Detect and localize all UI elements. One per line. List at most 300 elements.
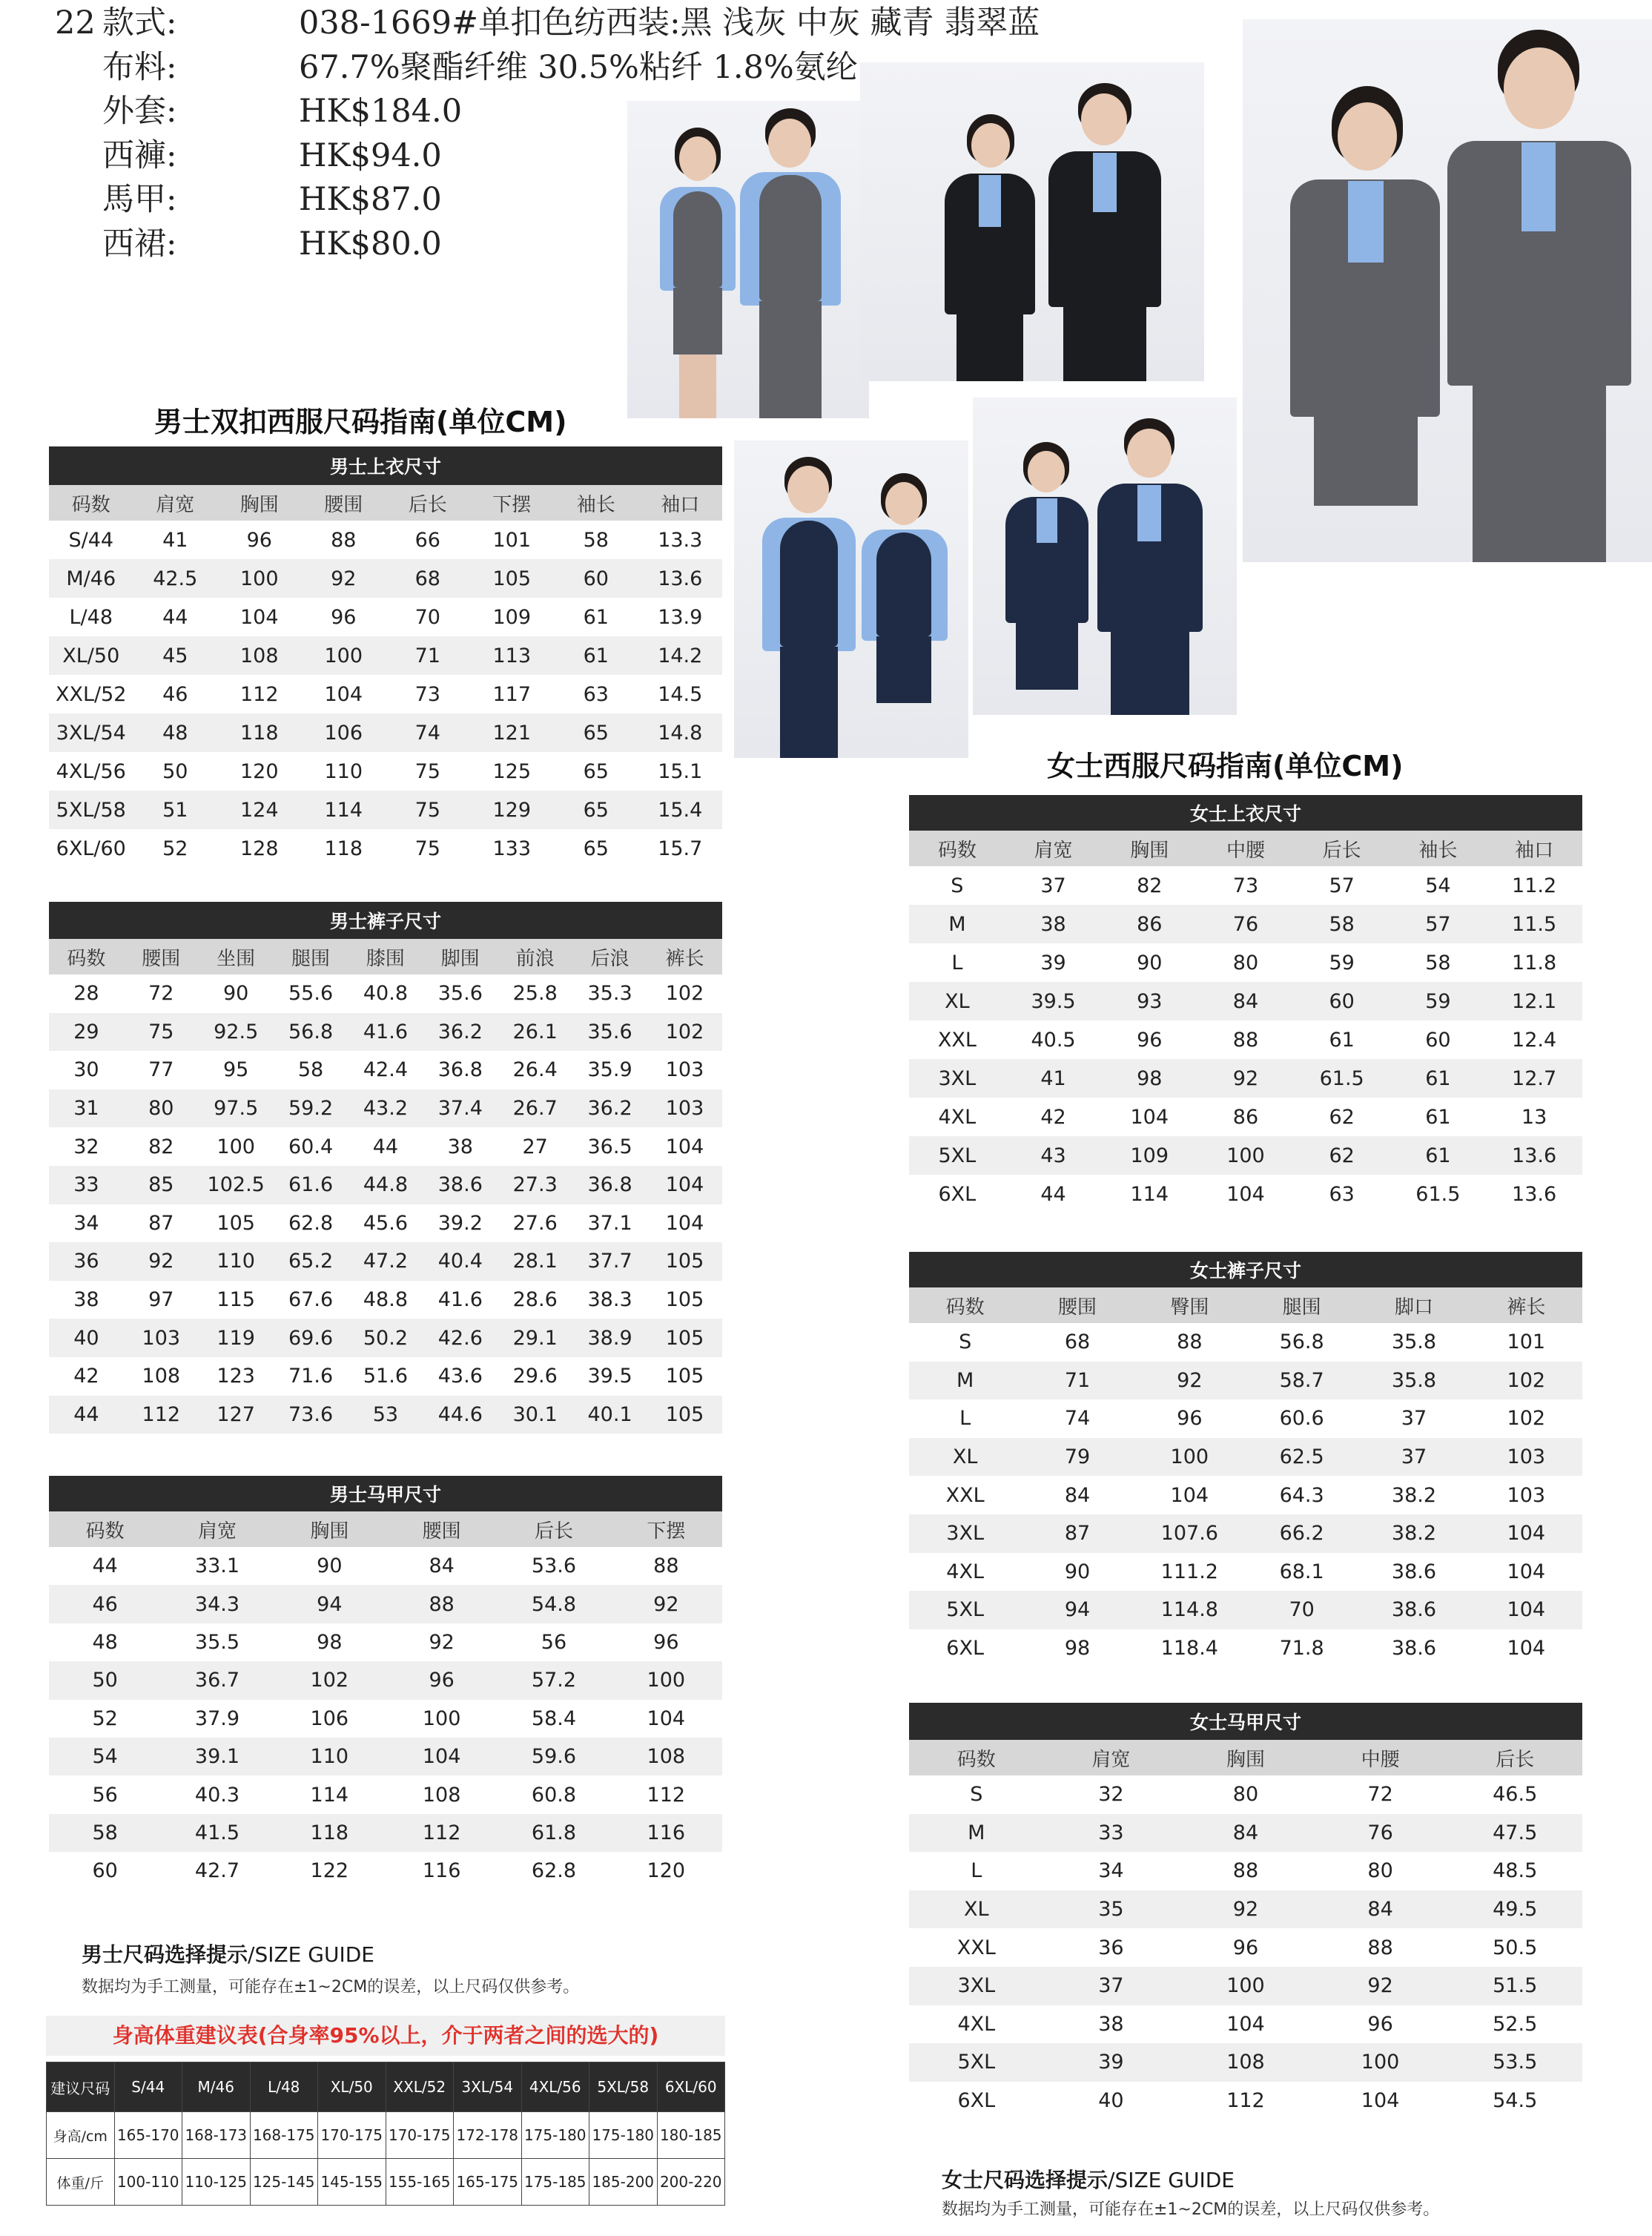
table-cell: 38 (447, 1135, 473, 1158)
table-row (909, 1852, 1582, 1890)
table-cell: 64.3 (1279, 1483, 1324, 1507)
table-cell: 26.7 (498, 1089, 572, 1128)
table-cell: 35.8 (1358, 1362, 1470, 1400)
table-cell: 体重/斤 (47, 2159, 115, 2206)
table-cell: 56 (92, 1783, 118, 1807)
table-cell: 84 (1313, 1890, 1448, 1929)
table-caption: 女士上衣尺寸 (909, 795, 1582, 831)
table-cell: 46.5 (1493, 1783, 1538, 1807)
column-header: 中腰 (1197, 831, 1294, 866)
table-cell: 14.8 (638, 713, 723, 752)
table-row (909, 1553, 1582, 1592)
table-cell: 38.2 (1391, 1483, 1437, 1507)
column-header: 下摆 (610, 1511, 722, 1547)
table-cell: 61 (583, 605, 609, 629)
table-cell: 103 (647, 1089, 722, 1128)
table-cell: 170-175 (318, 2112, 386, 2159)
table-cell: 46 (162, 682, 188, 706)
table-cell: 84 (1197, 982, 1294, 1020)
table-cell: 123 (217, 1365, 255, 1388)
women-jacket-size-table (909, 795, 1582, 1213)
table-cell: 96 (386, 1661, 498, 1699)
table-cell: 104 (1226, 1182, 1265, 1206)
table-cell: 85 (124, 1166, 199, 1204)
table-cell: 96 (246, 528, 272, 552)
table-cell: 41.6 (348, 1013, 423, 1052)
table-row (909, 1967, 1582, 2005)
column-header: 裤长 (647, 939, 722, 974)
table-cell: 96 (331, 605, 357, 629)
table-cell: 105 (647, 1242, 722, 1281)
table-cell: 3XL (909, 1059, 1005, 1098)
table-cell: 4XL (938, 1105, 977, 1129)
table-cell: 35 (1044, 1890, 1179, 1929)
product-info-value: HK$80.0 (299, 225, 442, 263)
table-caption: 女士裤子尺寸 (909, 1252, 1582, 1287)
table-cell: 115 (217, 1288, 255, 1312)
table-cell: 11.8 (1512, 951, 1557, 974)
table-cell: 112 (1226, 2089, 1265, 2113)
table-cell: 32 (1098, 1783, 1124, 1807)
table-cell: 101 (492, 528, 532, 552)
table-cell: 100 (610, 1661, 722, 1699)
table-cell: 102 (274, 1661, 386, 1699)
table-cell: 13.3 (658, 528, 703, 552)
table-cell: 30 (73, 1058, 99, 1082)
table-row (49, 829, 722, 868)
table-cell: 110 (199, 1242, 274, 1281)
table-caption: 男士上衣尺寸 (49, 446, 722, 485)
table-cell: 36 (49, 1242, 124, 1281)
column-header: 腰围 (302, 485, 386, 521)
table-cell: 92 (124, 1242, 199, 1281)
table-cell: 43 (1005, 1136, 1102, 1175)
table-cell: 27.3 (498, 1166, 572, 1204)
table-cell: 58 (49, 1814, 161, 1852)
table-cell: 61.5 (1415, 1182, 1461, 1206)
table-cell: 36.2 (572, 1089, 647, 1128)
table-cell: 57 (1390, 905, 1487, 943)
table-row (49, 713, 722, 752)
table-cell: 54 (1425, 874, 1451, 897)
table-cell: 114 (310, 1783, 349, 1807)
table-cell: 68 (386, 559, 470, 598)
column-header: 下摆 (470, 485, 555, 521)
table-row (49, 598, 722, 636)
table-cell: 34 (1098, 1859, 1124, 1883)
table-cell: 58 (297, 1058, 324, 1082)
table-cell: 4XL (957, 2012, 996, 2036)
table-cell: 103 (1470, 1438, 1582, 1477)
table-cell: 75 (386, 791, 470, 829)
table-cell: 37.4 (423, 1089, 498, 1128)
table-cell: 80 (1232, 951, 1259, 974)
table-cell: 52 (162, 837, 188, 860)
table-cell: 120 (239, 759, 279, 783)
table-cell: 104 (1470, 1591, 1582, 1629)
table-cell: 44 (372, 1135, 399, 1158)
column-header: 臀围 (1134, 1287, 1246, 1323)
table-cell: 104 (1226, 2012, 1265, 2036)
table-caption-row (49, 1476, 722, 1511)
table-cell: 125-145 (250, 2159, 318, 2206)
column-header: M/46 (182, 2062, 251, 2112)
table-cell: 87 (1021, 1514, 1133, 1553)
table-cell: 104 (1507, 1637, 1546, 1660)
table-cell: 44 (1040, 1182, 1066, 1206)
table-cell: L (971, 1859, 982, 1883)
table-cell: 3XL (909, 1514, 1021, 1553)
column-header: 后长 (1294, 831, 1390, 866)
table-cell: 104 (386, 1738, 498, 1775)
column-header: 后浪 (572, 939, 647, 974)
table-cell: 200-220 (657, 2159, 725, 2206)
man-figure (1094, 418, 1206, 715)
table-cell: 82 (148, 1135, 174, 1158)
table-row (49, 1396, 722, 1434)
table-cell: XL (909, 1890, 1044, 1929)
table-cell: 96 (1137, 1028, 1163, 1052)
table-cell: 45.6 (363, 1211, 408, 1235)
table-cell: 127 (199, 1396, 274, 1434)
table-cell: 100 (217, 559, 302, 598)
column-header: 6XL/60 (657, 2062, 725, 2112)
table-cell: 74 (1064, 1407, 1091, 1431)
column-header: 腰围 (386, 1511, 498, 1547)
table-cell: 35.8 (1391, 1330, 1437, 1354)
table-cell: 39 (1040, 951, 1066, 974)
table-cell: 34 (73, 1211, 99, 1235)
table-cell: 92 (302, 559, 386, 598)
table-cell: 48 (92, 1630, 118, 1654)
table-cell: XL/50 (49, 636, 133, 675)
table-cell: 59 (1329, 951, 1355, 974)
table-cell: 82 (1137, 874, 1163, 897)
table-cell: M (909, 1814, 1044, 1853)
table-cell: 65 (583, 759, 609, 783)
table-cell: 88 (1177, 1330, 1203, 1354)
table-cell: 62 (1329, 1105, 1355, 1129)
table-row (909, 1814, 1582, 1853)
table-cell: 56.8 (1279, 1330, 1324, 1354)
table-cell: 62.8 (531, 1859, 577, 1883)
table-cell: 185-200 (589, 2159, 658, 2206)
table-cell: 70 (1246, 1591, 1358, 1629)
table-cell: 40 (1098, 2089, 1124, 2113)
table-cell: 40.3 (194, 1783, 240, 1807)
table-header-row (909, 1287, 1582, 1323)
table-cell: 65 (554, 791, 638, 829)
table-cell: S (959, 1330, 972, 1354)
table-row (909, 1476, 1582, 1514)
table-row (49, 1357, 722, 1396)
table-cell: 92 (1134, 1362, 1246, 1400)
table-cell: 11.5 (1486, 905, 1582, 943)
women-vest-size-table (909, 1703, 1582, 2120)
table-row (909, 1059, 1582, 1098)
product-info-value: HK$94.0 (299, 136, 442, 174)
column-header: 肩宽 (1005, 831, 1102, 866)
table-cell: XXL/52 (56, 682, 127, 706)
table-cell: 100 (302, 636, 386, 675)
table-cell: 170-175 (386, 2112, 454, 2159)
table-row (49, 1051, 722, 1089)
table-cell: 62.8 (288, 1211, 334, 1235)
man-figure (739, 108, 842, 418)
table-cell: 86 (1232, 1105, 1259, 1129)
column-header: 腰围 (124, 939, 199, 974)
table-cell: 5XL (909, 1136, 1005, 1175)
table-cell: 40.4 (423, 1242, 498, 1281)
table-caption-row (49, 446, 722, 485)
photo-grey-vest-couple (627, 101, 869, 418)
table-cell: 96 (1367, 2012, 1393, 2036)
table-cell: 61 (1425, 1105, 1451, 1129)
table-cell: 103 (1507, 1483, 1546, 1507)
table-cell: 50 (49, 1661, 161, 1699)
table-row (47, 2159, 725, 2206)
table-cell: 61 (554, 636, 638, 675)
table-cell: 61.5 (1294, 1059, 1390, 1098)
table-cell: 38.6 (1358, 1591, 1470, 1629)
table-cell: 101 (1507, 1330, 1546, 1354)
table-cell: 43.6 (437, 1365, 483, 1388)
table-cell: 102 (1507, 1407, 1546, 1431)
table-cell: 69.6 (274, 1319, 348, 1357)
table-cell: 92 (429, 1630, 455, 1654)
product-info-value: 038-1669#单扣色纺西装:黑 浅灰 中灰 藏青 翡翠蓝 (299, 4, 1040, 42)
table-cell: 58 (1294, 905, 1390, 943)
column-header: 腰围 (1021, 1287, 1133, 1323)
table-cell: 28.1 (498, 1242, 572, 1281)
table-cell: 73 (414, 682, 440, 706)
table-cell: XL (909, 1438, 1021, 1477)
table-cell: 66.2 (1246, 1514, 1358, 1553)
women-size-guide-title: 女士西服尺码指南(单位CM) (1047, 750, 1404, 782)
column-header: 胸围 (1101, 831, 1197, 866)
table-cell: 身高/cm (47, 2112, 115, 2159)
table-row (49, 1547, 722, 1585)
table-cell: 102 (647, 1013, 722, 1052)
table-cell: 104 (239, 605, 279, 629)
table-cell: 30.1 (498, 1396, 572, 1434)
table-cell: 29 (49, 1013, 124, 1052)
woman-figure (1002, 442, 1091, 715)
table-cell: 77 (148, 1058, 174, 1082)
table-cell: 70 (414, 605, 440, 629)
women-pants-size-table (909, 1252, 1582, 1667)
table-cell: 60 (92, 1859, 118, 1883)
table-cell: 84 (1064, 1483, 1091, 1507)
table-cell: 13 (1521, 1105, 1547, 1129)
table-cell: 108 (142, 1365, 181, 1388)
table-cell: 15.7 (658, 837, 703, 860)
table-cell: 47.5 (1447, 1814, 1582, 1853)
table-cell: 92 (1178, 1890, 1313, 1929)
table-cell: 106 (302, 713, 386, 752)
table-cell: 90 (223, 982, 249, 1006)
column-header: 袖口 (638, 485, 723, 521)
table-cell: 60 (554, 559, 638, 598)
men-size-guide-note: 数据均为手工测量，可能存在±1~2CM的误差，以上尺码仅供参考。 (82, 1978, 580, 1996)
table-row (49, 752, 722, 791)
table-cell: 3XL/54 (49, 713, 133, 752)
table-cell: 122 (310, 1859, 349, 1883)
table-cell: 103 (665, 1058, 704, 1082)
table-row (909, 905, 1582, 943)
table-row (49, 1661, 722, 1699)
table-cell: 11.2 (1512, 874, 1557, 897)
table-cell: 93 (1101, 982, 1197, 1020)
table-cell: 133 (492, 837, 532, 860)
table-cell: 114.8 (1134, 1591, 1246, 1629)
table-cell: XXL (937, 1028, 977, 1052)
table-row (909, 1175, 1582, 1213)
table-cell: 155-165 (386, 2159, 454, 2206)
table-cell: 59.2 (274, 1089, 348, 1128)
table-cell: 39.5 (1005, 982, 1102, 1020)
table-cell: 48 (133, 713, 218, 752)
table-cell: 36.8 (572, 1166, 647, 1204)
table-cell: 14.2 (638, 636, 723, 675)
table-cell: 40.8 (363, 982, 408, 1006)
table-cell: 34.3 (161, 1585, 273, 1623)
table-cell: 100-110 (114, 2159, 182, 2206)
table-cell: XXL (956, 1936, 996, 1959)
table-cell: 33.1 (194, 1554, 240, 1578)
table-cell: 54.5 (1493, 2089, 1538, 2113)
table-cell: 61.6 (274, 1166, 348, 1204)
table-cell: 39 (1044, 2043, 1179, 2082)
height-weight-recommend-title: 身高体重建议表(合身率95%以上，介于两者之间的选大的) (46, 2016, 725, 2056)
table-cell: 88 (386, 1585, 498, 1623)
column-header: 码数 (49, 485, 133, 521)
table-cell: 35.3 (587, 982, 632, 1006)
table-cell: 65 (554, 713, 638, 752)
table-cell: 104 (665, 1211, 704, 1235)
table-cell: L (959, 1407, 971, 1431)
table-row (909, 1514, 1582, 1553)
table-cell: 36 (1098, 1936, 1124, 1959)
man-figure (761, 457, 857, 758)
table-caption-row (909, 795, 1582, 831)
table-caption: 女士马甲尺寸 (909, 1703, 1582, 1740)
table-cell: 125 (492, 759, 532, 783)
table-cell: 87 (148, 1211, 174, 1235)
column-header: 中腰 (1313, 1740, 1448, 1775)
table-cell: 105 (647, 1396, 722, 1434)
table-cell: 71 (386, 636, 470, 675)
column-header: 后长 (386, 485, 470, 521)
table-cell: 105 (647, 1319, 722, 1357)
table-row (49, 675, 722, 713)
table-cell: 58 (583, 528, 609, 552)
table-cell: 65.2 (274, 1242, 348, 1281)
table-cell: 80 (124, 1089, 199, 1128)
table-cell: 76 (1313, 1814, 1448, 1853)
table-cell: 106 (310, 1706, 349, 1730)
table-cell: 100 (1313, 2043, 1448, 2082)
table-cell: 42.4 (363, 1058, 408, 1082)
table-caption-row (909, 1252, 1582, 1287)
table-cell: S (970, 1783, 983, 1807)
table-cell: 5XL/58 (49, 791, 133, 829)
table-cell: 6XL (957, 2089, 996, 2113)
table-cell: 107.6 (1134, 1514, 1246, 1553)
table-row (49, 1242, 722, 1281)
men-pants-size-table (49, 902, 722, 1434)
table-cell: 15.4 (638, 791, 723, 829)
table-caption-row (49, 902, 722, 939)
table-cell: 96 (1177, 1407, 1203, 1431)
table-cell: XXL (945, 1483, 985, 1507)
column-header: 胸围 (217, 485, 302, 521)
women-size-guide-heading: 女士尺码选择提示/SIZE GUIDE (942, 2168, 1235, 2192)
table-cell: 54.8 (498, 1585, 609, 1623)
table-cell: 172-178 (454, 2112, 522, 2159)
table-cell: 37 (1040, 874, 1066, 897)
table-cell: 56.8 (274, 1013, 348, 1052)
table-cell: 102 (665, 982, 704, 1006)
table-cell: 35.9 (587, 1058, 632, 1082)
table-cell: 6XL (938, 1182, 977, 1206)
table-cell: 105 (217, 1211, 255, 1235)
table-cell: 104 (1170, 1483, 1209, 1507)
table-cell: 98 (1064, 1637, 1091, 1660)
table-header-row (49, 1511, 722, 1547)
height-weight-recommend-table (46, 2062, 725, 2206)
column-header: S/44 (114, 2062, 182, 2112)
woman-figure (1287, 86, 1443, 562)
product-info-label: 西裙: (102, 225, 177, 263)
table-cell: 110 (324, 759, 363, 783)
column-header: 胸围 (274, 1511, 386, 1547)
table-row (49, 1013, 722, 1052)
table-cell: 118 (217, 713, 302, 752)
table-cell: 71 (1021, 1362, 1133, 1400)
table-cell: 168-173 (182, 2112, 251, 2159)
table-cell: 88 (1232, 1859, 1259, 1883)
table-header-row (47, 2062, 725, 2112)
column-header: 码数 (909, 1287, 1021, 1323)
table-cell: 100 (217, 1135, 255, 1158)
table-cell: 112 (386, 1814, 498, 1852)
table-cell: 63 (1329, 1182, 1355, 1206)
table-cell: 108 (422, 1783, 461, 1807)
column-header: 袖长 (554, 485, 638, 521)
table-cell: 41.5 (161, 1814, 273, 1852)
table-cell: 4XL (946, 1560, 985, 1583)
table-cell: 100 (1134, 1438, 1246, 1477)
table-cell: 104 (1507, 1560, 1546, 1583)
table-header-row (909, 1740, 1582, 1775)
table-cell: 84 (1178, 1814, 1313, 1853)
table-cell: M/46 (49, 559, 133, 598)
table-cell: 39.5 (587, 1365, 632, 1388)
table-cell: 112 (647, 1783, 686, 1807)
table-cell: XL (909, 982, 1005, 1020)
table-cell: 112 (239, 682, 279, 706)
table-cell: 13.9 (658, 605, 703, 629)
woman-figure (860, 473, 949, 758)
table-cell: 121 (470, 713, 555, 752)
table-row (49, 1089, 722, 1128)
table-cell: 53.6 (531, 1554, 577, 1578)
table-row (909, 1591, 1582, 1629)
table-cell: L (951, 951, 963, 974)
photo-grey-suit-couple (1243, 19, 1652, 562)
table-cell: 25.8 (512, 982, 558, 1006)
